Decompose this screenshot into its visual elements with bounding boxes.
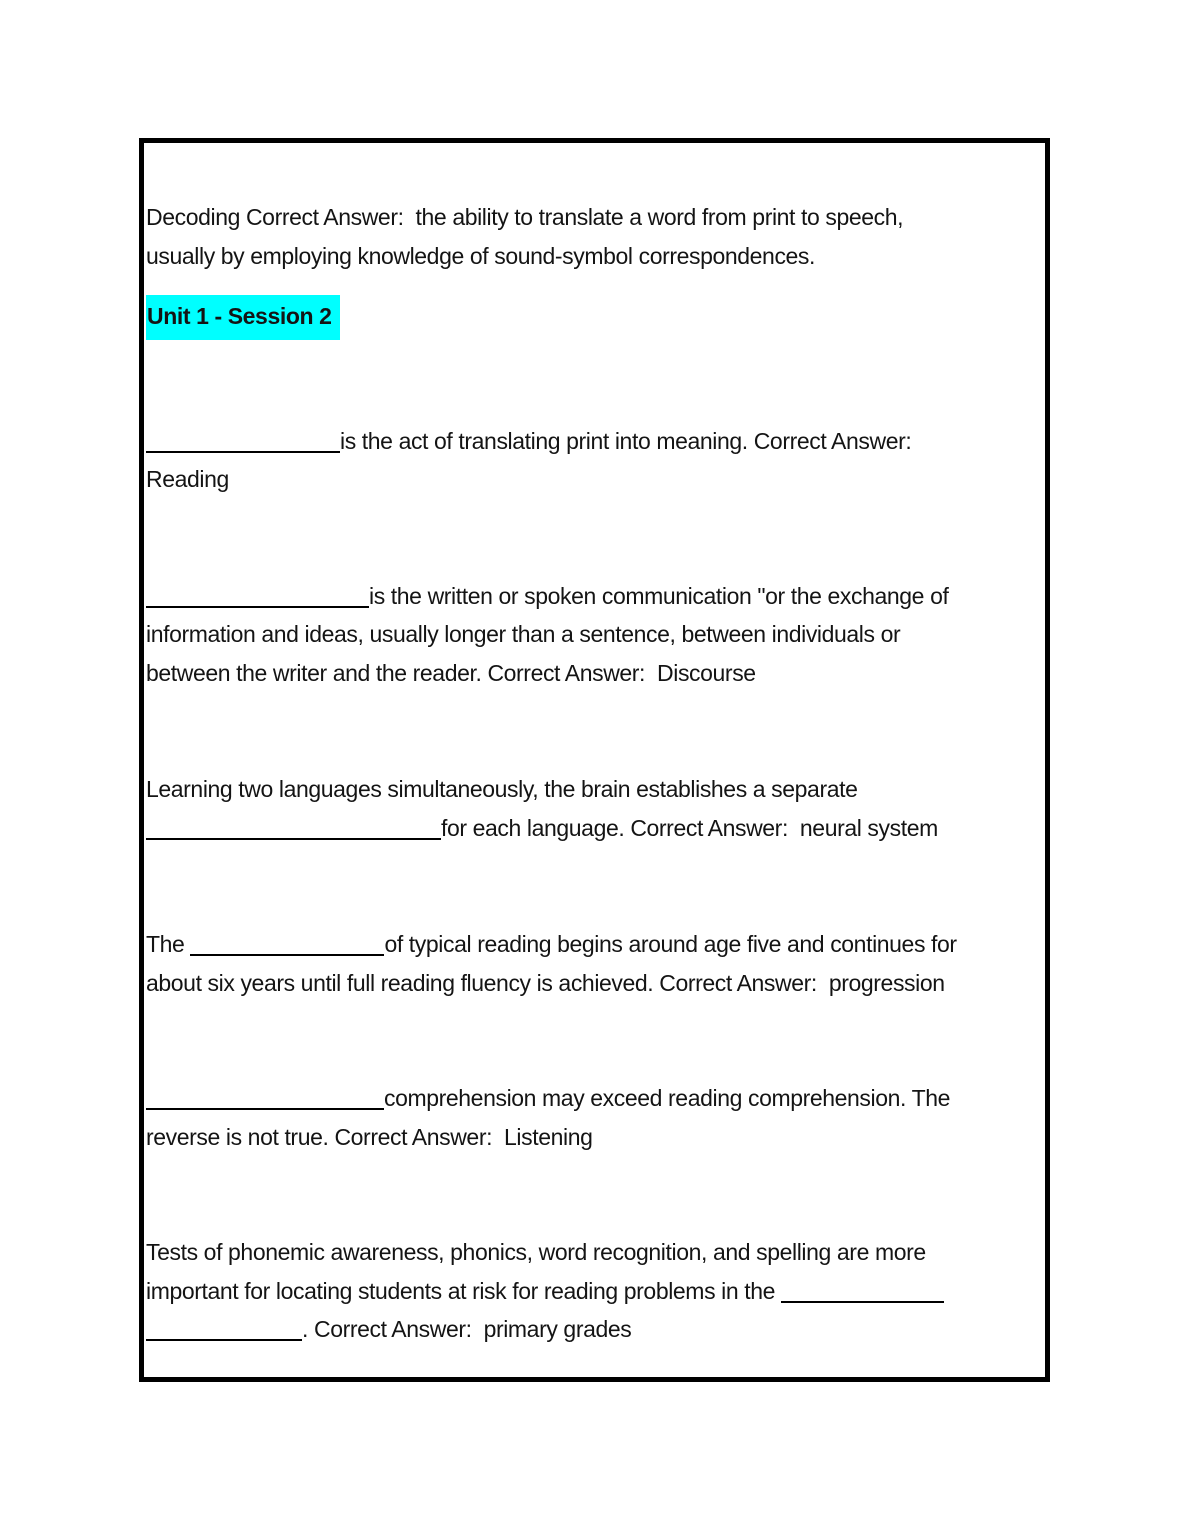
question-paragraph-listening: comprehension may exceed reading comprehension. The reverse is not true. Correct Answer: Listening <box>146 1085 951 1150</box>
definition-paragraph: Decoding Correct Answer: the ability to translate a word from print to speech, usually by employing knowledge of sound-symbol correspondences. <box>146 204 904 269</box>
section-heading-highlight: Unit 1 - Session 2 <box>146 295 340 340</box>
fill-in-blank-line <box>146 1315 302 1341</box>
question-paragraph-neural-system: Learning two languages simultaneously, the brain establishes a separate for each language. Correct Answer: neural system <box>146 776 938 841</box>
question-paragraph-primary-grades: Tests of phonemic awareness, phonics, word recognition, and spelling are more important for locating students at risk for reading problems in the . Correct Answer: primary grades <box>146 1233 1039 1349</box>
document-border-frame <box>139 138 1050 1382</box>
question-paragraph-progression: The of typical reading begins around age five and continues for about six years until full reading fluency is achieved. Correct Answer: progression <box>146 931 957 996</box>
document-content <box>144 198 1045 1349</box>
question-paragraph-discourse: is the written or spoken communication "or the exchange of information and ideas, usually longer than a sentence, between individuals or between the writer and the reader. Correct Answer: Discourse <box>146 582 949 686</box>
section-heading <box>146 295 1039 340</box>
fill-in-blank-line <box>146 582 369 608</box>
fill-in-blank-line <box>146 1084 384 1110</box>
fill-in-blank-line <box>190 930 384 956</box>
question-paragraph-reading: is the act of translating print into meaning. Correct Answer: Reading <box>146 427 912 492</box>
fill-in-blank-line <box>781 1277 944 1303</box>
fill-in-blank-line <box>146 427 340 453</box>
fill-in-blank-line <box>146 814 441 840</box>
